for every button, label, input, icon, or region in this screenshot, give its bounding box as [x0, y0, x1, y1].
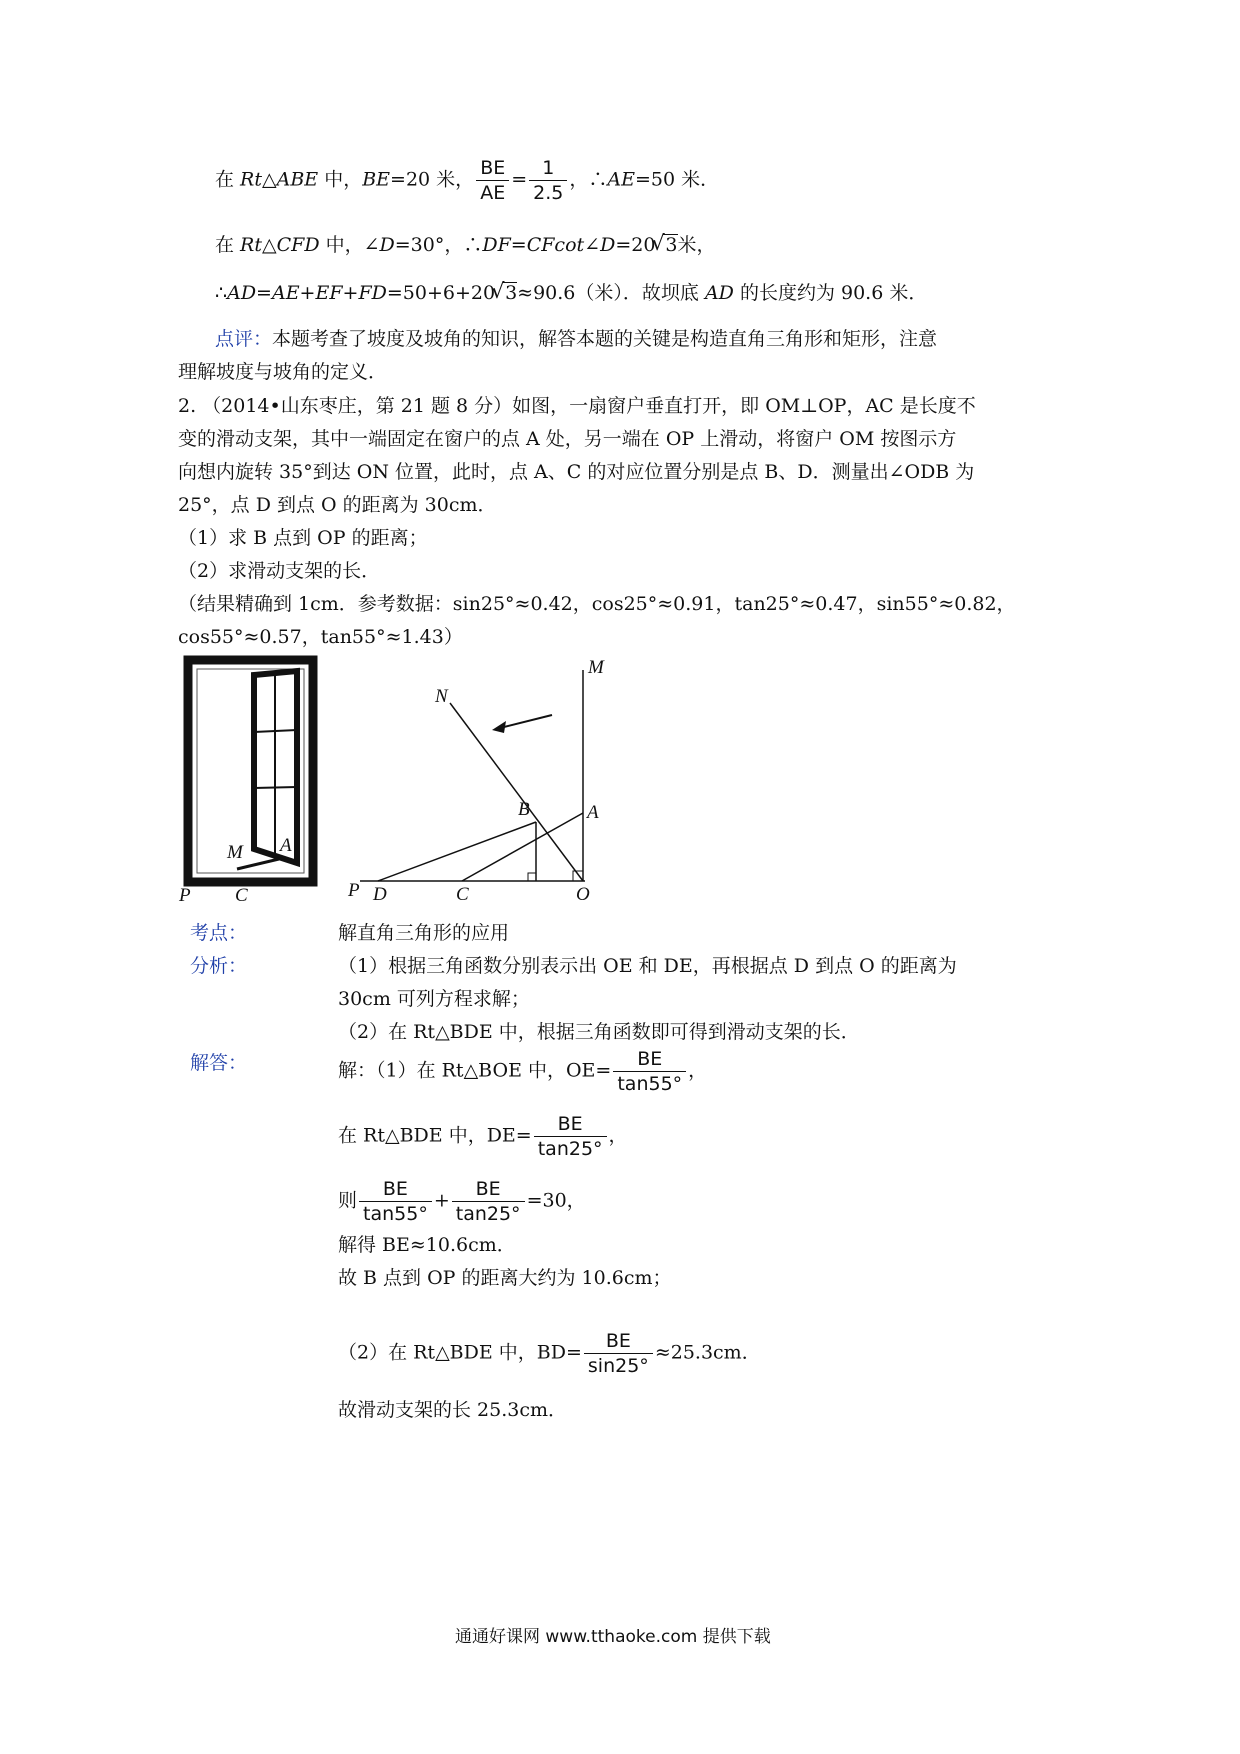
equals: = [511, 168, 528, 191]
numerator: BE [476, 157, 509, 181]
answer-step-4: 解得 BE≈10.6cm． [338, 1234, 516, 1256]
numerator: BE [359, 1178, 432, 1202]
solution-line-2 [215, 230, 716, 257]
fraction-be-over-sin25 [584, 1330, 653, 1377]
fenxi-line-1: （1）根据三角函数分别表示出 OE 和 DE，再根据点 D 到点 O 的距离为 [338, 955, 957, 977]
text: ， [608, 1124, 628, 1147]
window-figure [175, 655, 325, 905]
rotation-arrow [500, 715, 552, 728]
label-b: B [518, 799, 530, 820]
line-ac [462, 813, 583, 881]
text: 解：（1）在 Rt△BOE 中，OE= [338, 1059, 612, 1082]
geometry-diagram [340, 655, 620, 905]
comment-line-2 [178, 357, 387, 384]
fenxi-label: 分析： [190, 955, 248, 977]
solution-line-1 [215, 157, 719, 204]
line-bd [378, 822, 536, 881]
var-d: D [379, 234, 395, 256]
var-be: BE [362, 168, 391, 191]
denominator: AE [480, 182, 506, 204]
page-footer: 通通好课网 www.tthaoke.com 提供下载 [455, 1627, 771, 1647]
sqrt-3: √ 3 [503, 282, 517, 304]
problem-line-3: 向想内旋转 35°到达 ON 位置，此时，点 A、C 的对应位置分别是点 B、D．测量出∠ODB 为 [178, 461, 975, 483]
reference-data-2: cos55°≈0.57，tan55°≈1.43） [178, 626, 463, 648]
text: =20 [615, 234, 656, 256]
text: ， [688, 1059, 708, 1082]
text: 在 Rt△BDE 中，DE= [338, 1124, 532, 1147]
text: 在 [215, 168, 241, 191]
var-ad: AD [704, 282, 734, 304]
label-m: M [227, 842, 243, 863]
denominator: tan25° [455, 1203, 521, 1225]
text: 中，∠ [319, 234, 380, 256]
problem-line-4: 25°，点 D 到点 O 的距离为 30cm． [178, 494, 497, 516]
comment-text: 理解坡度与坡角的定义． [178, 361, 388, 383]
sash-rail [254, 787, 297, 788]
denominator: tan25° [537, 1138, 603, 1160]
denominator: 2.5 [533, 182, 564, 204]
question-2: （2）求滑动支架的长． [178, 560, 381, 582]
label-p: P [348, 880, 360, 901]
var-ae: AE [607, 168, 635, 191]
fraction-be-over-ae [476, 157, 509, 204]
numerator: 1 [529, 157, 567, 181]
comment-line-1 [215, 324, 937, 351]
label-c: C [235, 885, 248, 905]
numerator: BE [534, 1113, 607, 1137]
text: 在 [215, 234, 241, 256]
text: 米， [677, 234, 716, 256]
text: =30°，∴ [394, 234, 483, 256]
triangle-name: Rt△ABE [240, 168, 319, 191]
numerator: BE [584, 1330, 653, 1354]
text: =20 米， [390, 168, 475, 191]
problem-line-1: 2. （2014•山东枣庄，第 21 题 8 分）如图，一扇窗户垂直打开，即 OM⊥OP，AC 是长度不 [178, 395, 976, 417]
text: =30， [526, 1189, 586, 1212]
question-1: （1）求 B 点到 OP 的距离； [178, 527, 428, 549]
triangle-name: Rt△CFD [240, 234, 320, 256]
label-c: C [456, 884, 469, 905]
problem-line-2: 变的滑动支架，其中一端固定在窗户的点 A 处，另一端在 OP 上滑动，将窗户 OM 按图示方 [178, 428, 957, 450]
denominator: sin25° [587, 1355, 649, 1377]
fraction-be-over-tan25 [452, 1178, 525, 1225]
rotation-arrowhead [492, 721, 506, 733]
sash-rail [254, 730, 297, 732]
fraction-be-over-tan55 [359, 1178, 432, 1225]
comment-text: 本题考查了坡度及坡角的知识，解答本题的关键是构造直角三角形和矩形，注意 [272, 328, 938, 350]
line-on [450, 703, 583, 881]
solution-line-3 [215, 278, 927, 305]
fraction-be-over-tan55 [613, 1048, 686, 1095]
expression: DF=CFcot∠D [482, 234, 616, 256]
fraction-1-over-2-5 [529, 157, 567, 204]
fraction-be-over-tan25 [534, 1113, 607, 1160]
answer-step-1 [338, 1048, 707, 1095]
text: =50 米． [634, 168, 720, 191]
sqrt-3: √ 3 [663, 234, 677, 256]
answer-step-2 [338, 1113, 628, 1160]
answer-step-6 [338, 1330, 761, 1377]
label-p: P [179, 885, 191, 905]
text: ，∴ [569, 168, 608, 191]
text: ∴ [215, 282, 228, 304]
fenxi-line-3: （2）在 Rt△BDE 中，根据三角函数即可得到滑动支架的长． [338, 1021, 860, 1043]
sliding-arm [237, 859, 279, 869]
text: ≈25.3cm． [654, 1341, 761, 1364]
comment-label: 点评： [215, 328, 273, 350]
text: =50+6+20 [386, 282, 496, 304]
answer-step-5: 故 B 点到 OP 的距离大约为 10.6cm； [338, 1267, 672, 1289]
label-o: O [576, 884, 590, 905]
kaodian-text: 解直角三角形的应用 [338, 922, 510, 944]
text: 中， [318, 168, 363, 191]
expression: AD=AE+EF+FD [227, 282, 387, 304]
plus: + [433, 1189, 450, 1212]
label-d: D [373, 884, 387, 905]
kaodian-label: 考点： [190, 922, 248, 944]
label-a: A [587, 802, 599, 823]
denominator: tan55° [363, 1203, 428, 1225]
label-n: N [435, 686, 448, 707]
denominator: tan55° [617, 1073, 683, 1095]
text: （2）在 Rt△BDE 中，BD= [338, 1341, 582, 1364]
answer-label: 解答： [190, 1052, 248, 1074]
answer-step-7: 故滑动支架的长 25.3cm． [338, 1399, 568, 1421]
text: 的长度约为 90.6 米． [733, 282, 928, 304]
text: ≈90.6（米）．故坝底 [517, 282, 705, 304]
label-m: M [588, 657, 604, 678]
numerator: BE [613, 1048, 686, 1072]
text: 则 [338, 1189, 358, 1212]
fenxi-line-2: 30cm 可列方程求解； [338, 988, 530, 1010]
reference-data-1: （结果精确到 1cm．参考数据：sin25°≈0.42，cos25°≈0.91，tan25°≈0.47，sin55°≈0.82， [178, 593, 1016, 615]
answer-step-3 [338, 1178, 586, 1225]
right-angle-e [528, 873, 536, 881]
numerator: BE [452, 1178, 525, 1202]
label-a: A [280, 835, 292, 856]
